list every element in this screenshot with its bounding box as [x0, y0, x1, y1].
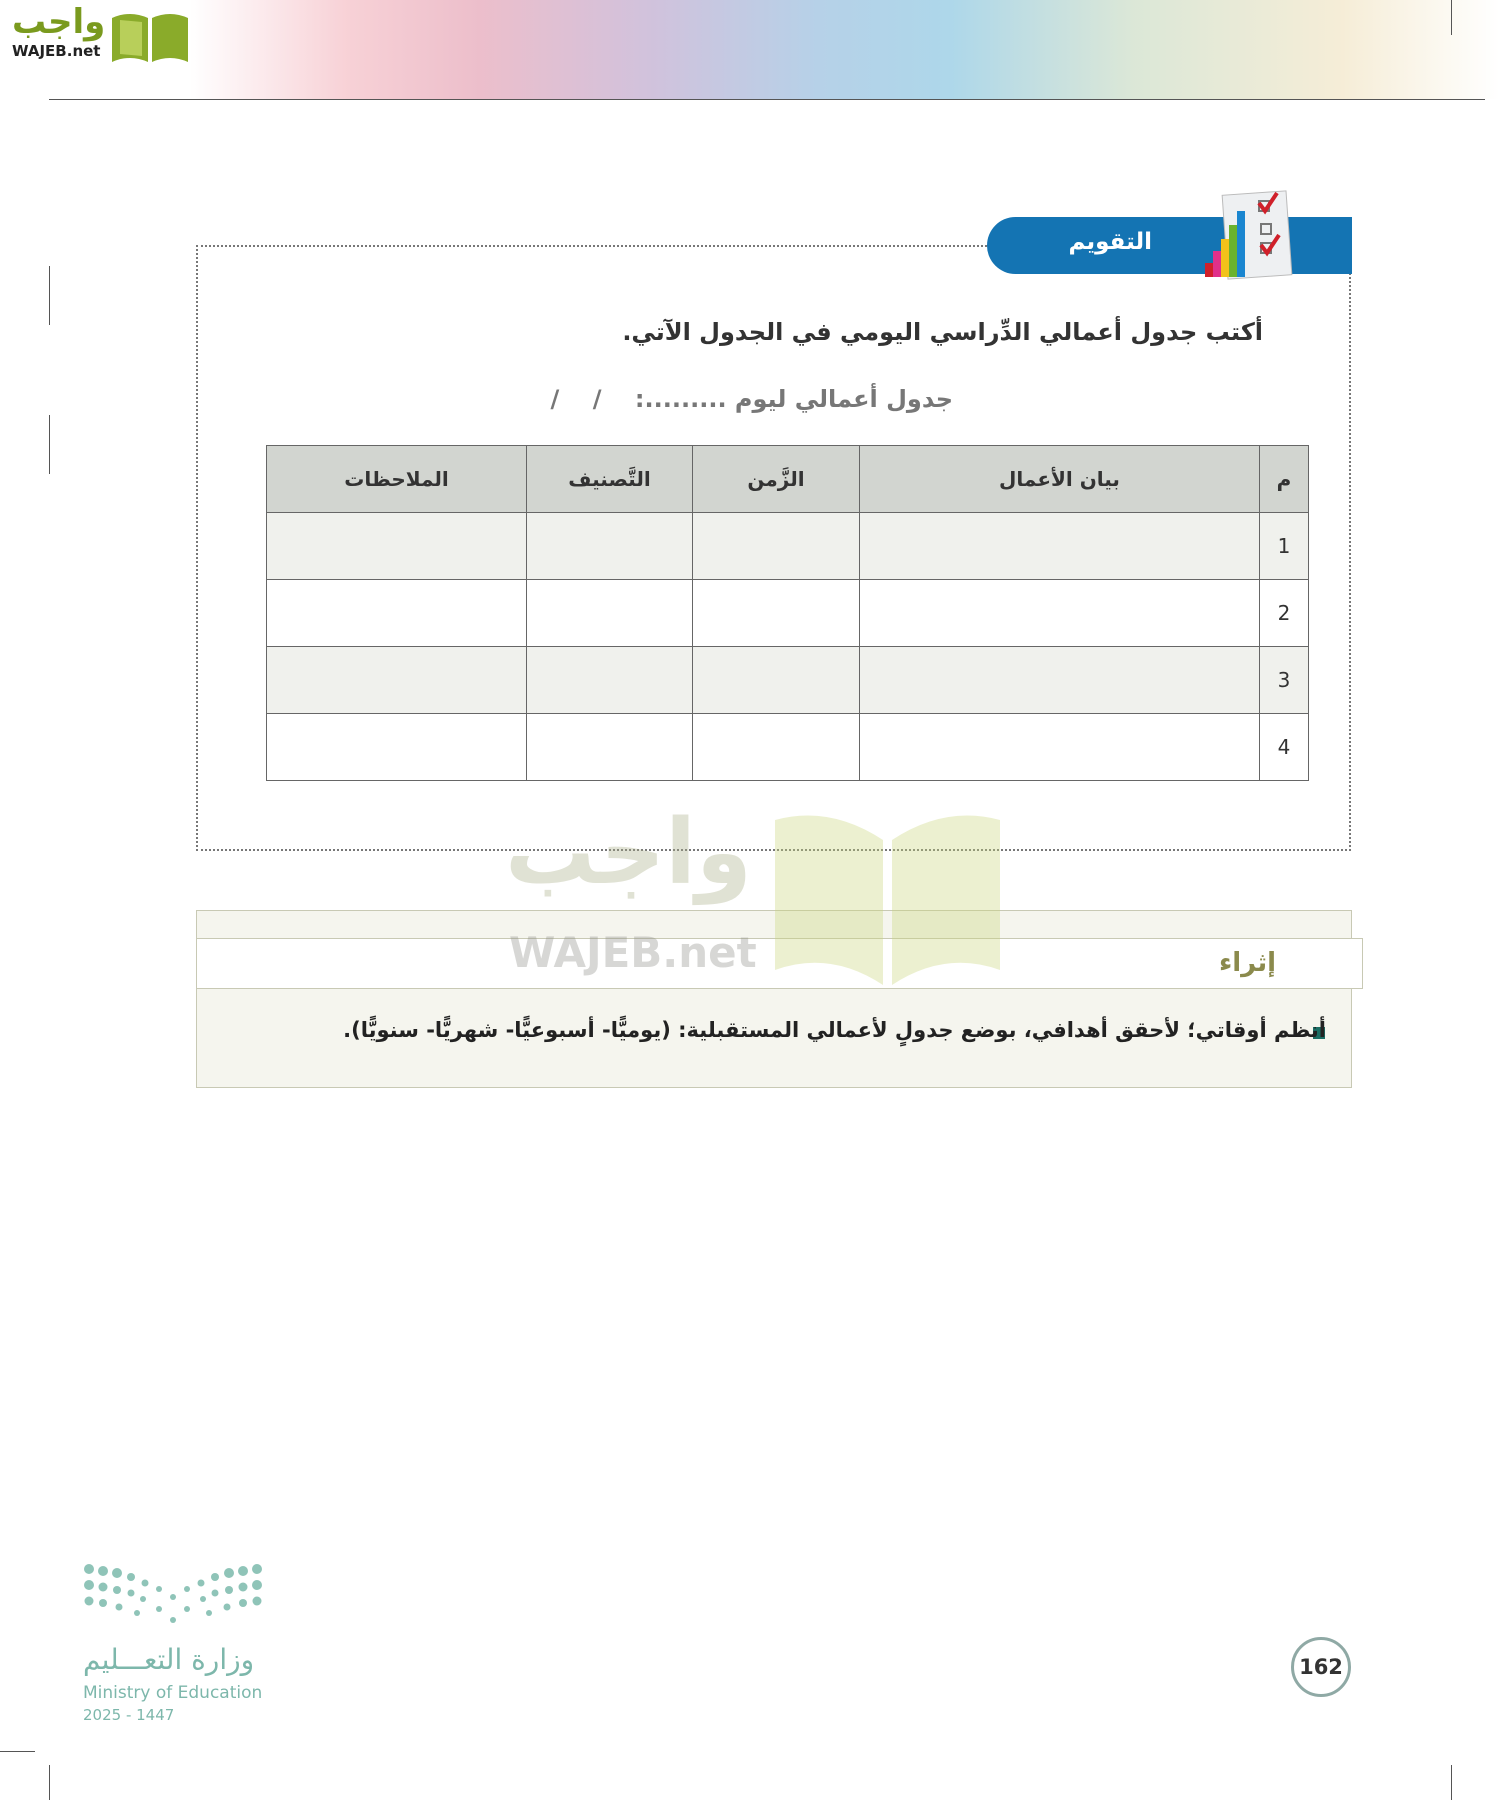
cell-tasks[interactable]	[860, 513, 1260, 580]
table-header-row	[267, 446, 1309, 513]
crop-mark	[49, 1765, 50, 1800]
daily-schedule-table	[266, 445, 1309, 781]
col-header-category: التَّصنيف	[527, 446, 693, 513]
cell-time[interactable]	[693, 580, 860, 647]
crop-mark	[1451, 1765, 1452, 1800]
instruction-text: أكتب جدول أعمالي الدِّراسي اليومي في الجدول الآتي.	[622, 318, 1263, 346]
table-row	[267, 714, 1309, 781]
table-row	[267, 513, 1309, 580]
watermark-arabic: واجب	[505, 800, 752, 905]
row-number: 1	[1260, 513, 1309, 580]
header-banner	[190, 0, 1500, 99]
ministry-logo	[83, 1563, 273, 1728]
cell-tasks[interactable]	[860, 647, 1260, 714]
row-number: 4	[1260, 714, 1309, 781]
cell-tasks[interactable]	[860, 714, 1260, 781]
wajeb-logo[interactable]	[8, 4, 190, 68]
col-header-notes: الملاحظات	[267, 446, 527, 513]
cell-time[interactable]	[693, 647, 860, 714]
logo-english: WAJEB.net	[12, 42, 101, 60]
cell-notes[interactable]	[267, 513, 527, 580]
watermark-book-icon	[775, 810, 1000, 985]
book-icon	[108, 8, 192, 64]
crop-mark	[49, 266, 50, 325]
page-number: 162	[1291, 1637, 1351, 1697]
cell-category[interactable]	[527, 647, 693, 714]
ministry-english: Ministry of Education	[83, 1683, 263, 1703]
cell-category[interactable]	[527, 714, 693, 781]
table-title: جدول أعمالي ليوم .........: / /	[550, 385, 953, 413]
col-header-time: الزَّمن	[693, 446, 860, 513]
cell-category[interactable]	[527, 513, 693, 580]
wajeb-watermark	[505, 800, 1000, 985]
header-divider	[49, 99, 1485, 100]
col-header-number: م	[1260, 446, 1309, 513]
ministry-year: 2025 - 1447	[83, 1706, 175, 1724]
col-header-tasks: بيان الأعمال	[860, 446, 1260, 513]
enrichment-text: أنظم أوقاتي؛ لأحقق أهدافي، بوضع جدولٍ لأعمالي المستقبلية: (يوميًّا- أسبوعيًّا- شهريًّا- سنويًّا).	[343, 1018, 1326, 1042]
ministry-dots-icon	[83, 1563, 263, 1625]
cell-time[interactable]	[693, 513, 860, 580]
cell-category[interactable]	[527, 580, 693, 647]
table-row	[267, 580, 1309, 647]
evaluation-header	[987, 217, 1352, 274]
watermark-english: WAJEB.net	[509, 928, 757, 977]
row-number: 2	[1260, 580, 1309, 647]
cell-notes[interactable]	[267, 647, 527, 714]
crop-mark	[49, 415, 50, 474]
cell-notes[interactable]	[267, 714, 527, 781]
section-label: التقويم	[1068, 229, 1152, 255]
cell-tasks[interactable]	[860, 580, 1260, 647]
crop-mark	[1451, 0, 1452, 35]
checklist-chart-icon	[1203, 187, 1295, 281]
table-row	[267, 647, 1309, 714]
row-number: 3	[1260, 647, 1309, 714]
cell-notes[interactable]	[267, 580, 527, 647]
enrichment-title: إثراء	[1218, 948, 1276, 978]
ministry-arabic: وزارة التعـــليم	[83, 1643, 255, 1676]
crop-mark	[0, 1751, 35, 1752]
cell-time[interactable]	[693, 714, 860, 781]
logo-arabic: واجب	[12, 2, 106, 42]
